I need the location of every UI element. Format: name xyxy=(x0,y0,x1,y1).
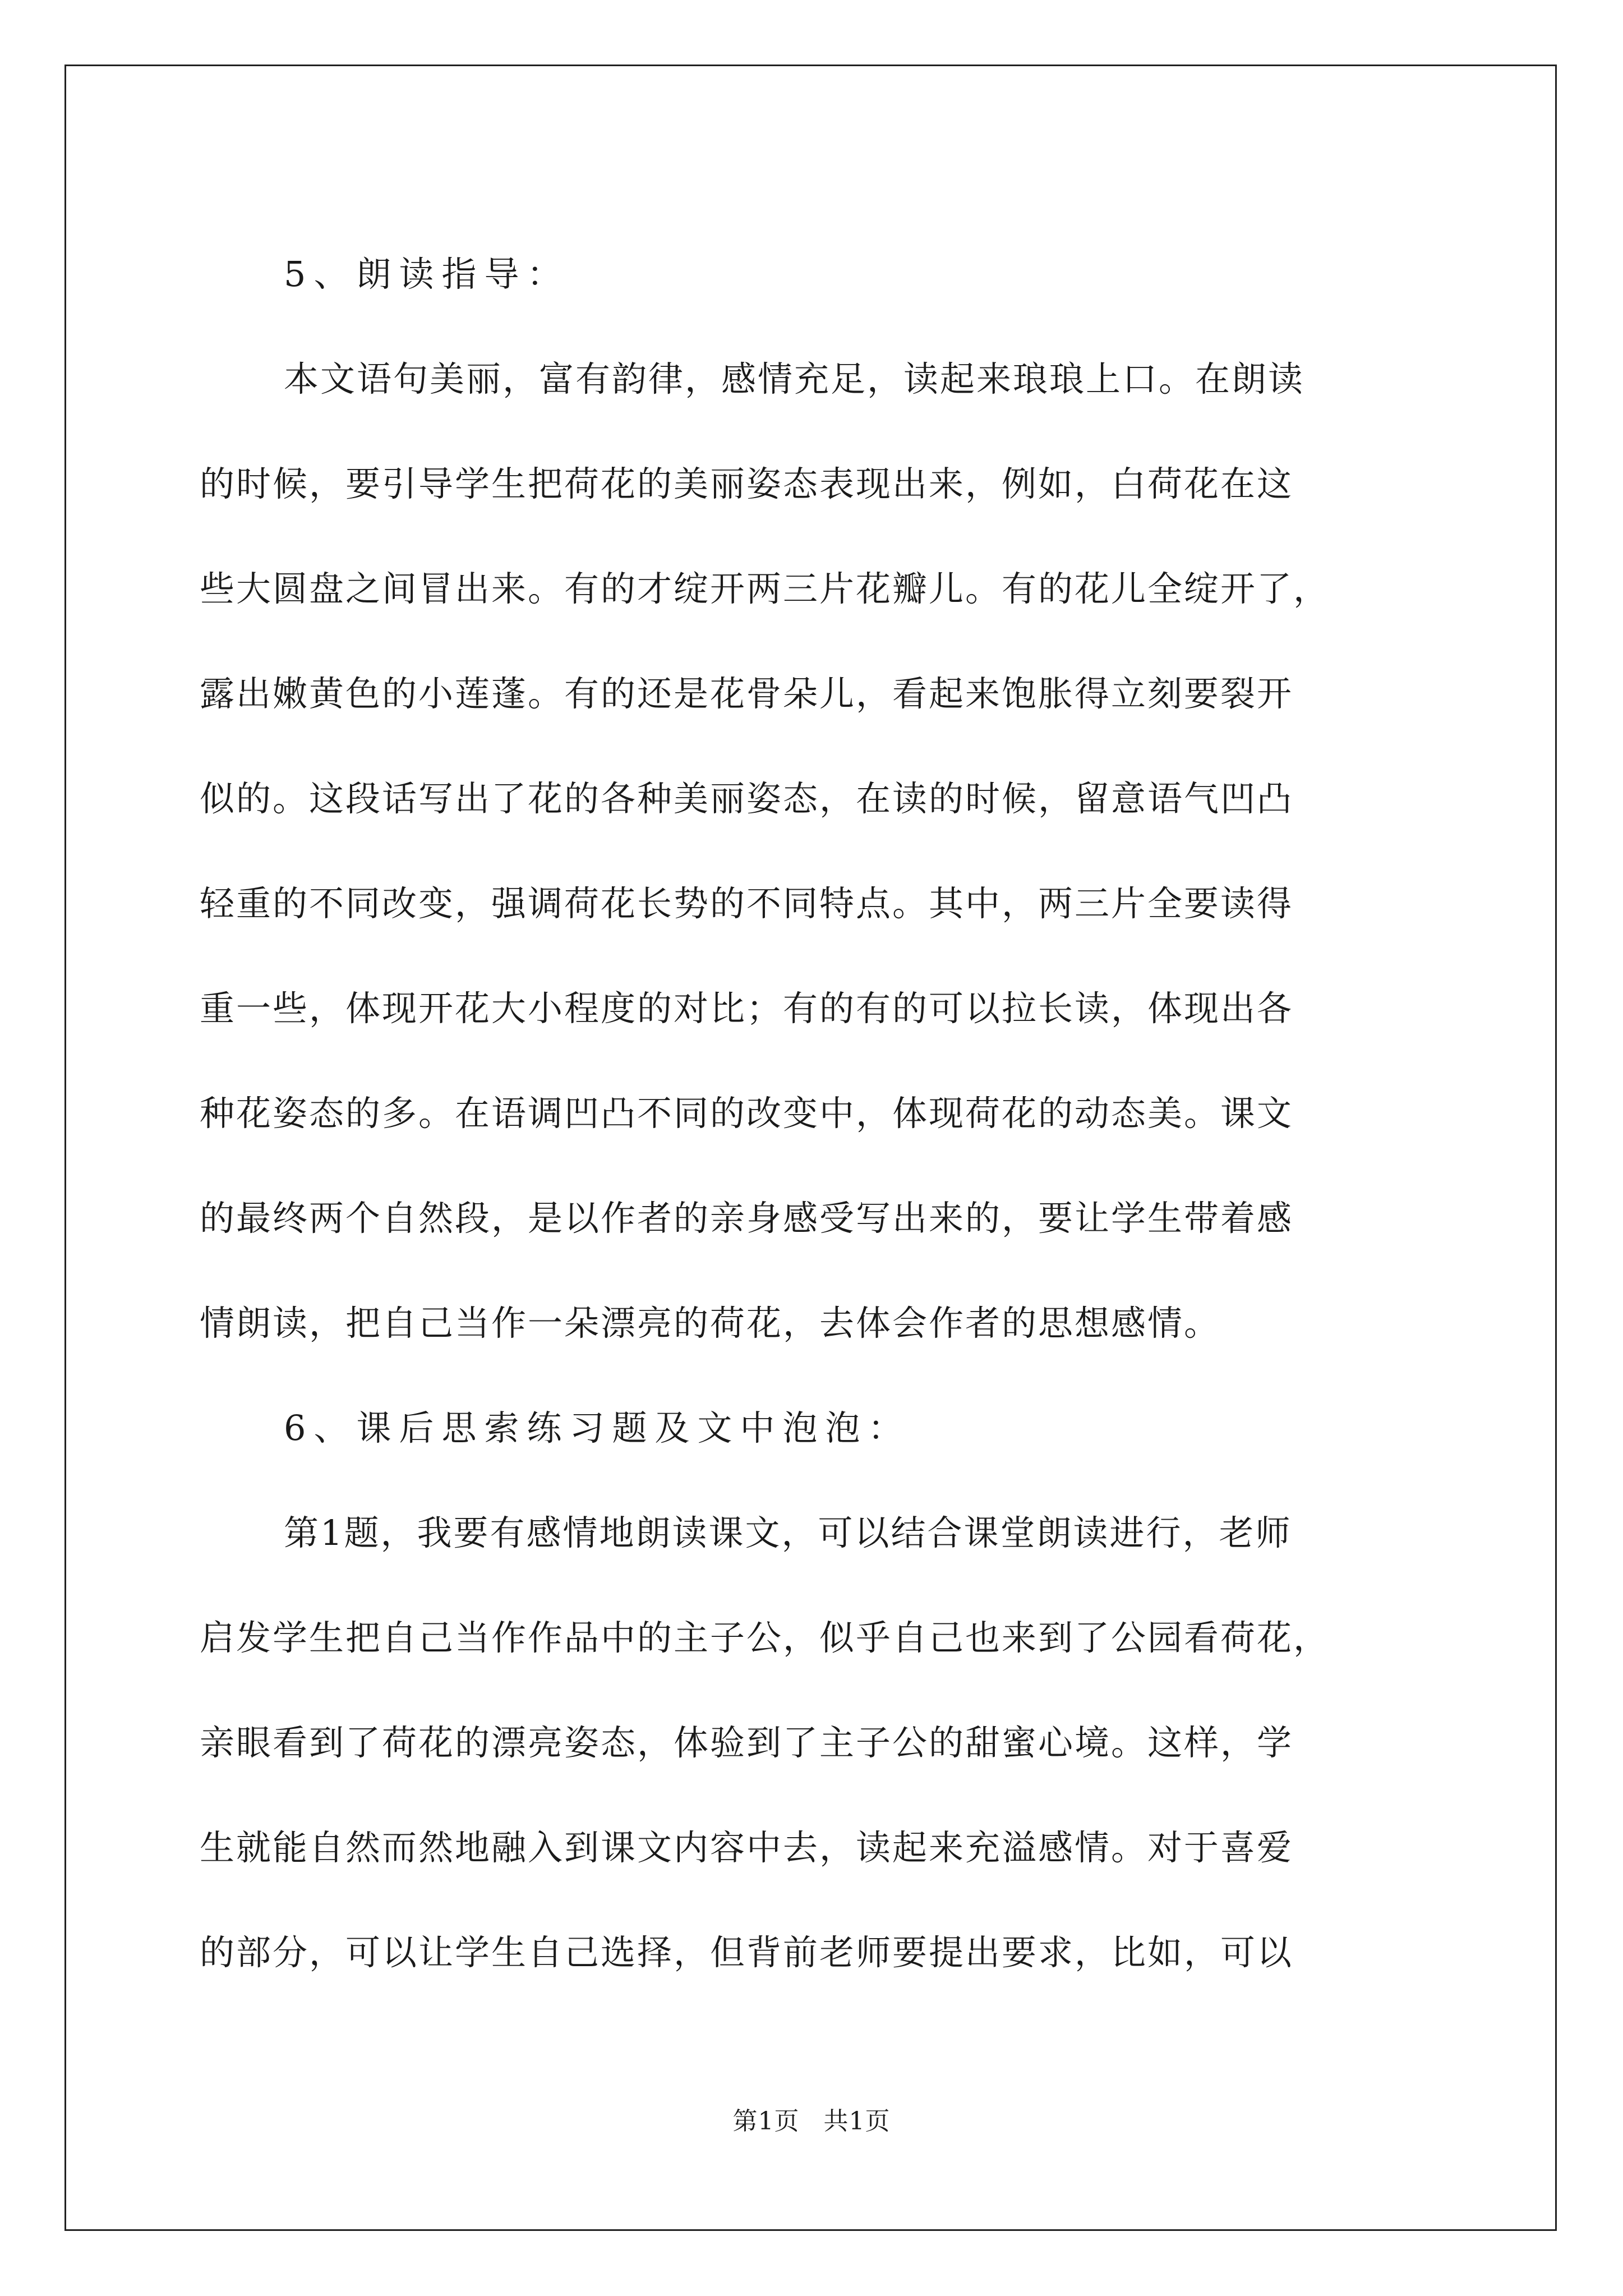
text-line: 的最终两个自然段，是以作者的亲身感受写出来的，要让学生带着感 xyxy=(200,1198,1294,1239)
paragraph xyxy=(200,326,1433,1375)
text-line: 第1题，我要有感情地朗读课文，可以结合课堂朗读进行，老师 xyxy=(284,1512,1292,1553)
text-line: 的时候，要引导学生把荷花的美丽姿态表现出来，例如，白荷花在这 xyxy=(200,463,1294,504)
paragraph xyxy=(200,1480,1433,2005)
document-body xyxy=(200,222,1433,2005)
text-line: 似的。这段话写出了花的各种美丽姿态，在读的时候，留意语气凹凸 xyxy=(200,778,1294,819)
text-line: 的部分，可以让学生自己选择，但背前老师要提出要求，比如，可以 xyxy=(200,1932,1294,1973)
text-line: 情朗读，把自己当作一朵漂亮的荷花，去体会作者的思想感情。 xyxy=(200,1303,1221,1343)
section-heading: 6、课后思索练习题及文中泡泡： xyxy=(284,1407,911,1448)
text-line: 种花姿态的多。在语调凹凸不同的改变中，体现荷花的动态美。课文 xyxy=(200,1093,1294,1134)
page-footer xyxy=(0,2101,1623,2137)
page-total: 共1页 xyxy=(823,2107,891,2136)
text-line: 轻重的不同改变，强调荷花长势的不同特点。其中，两三片全要读得 xyxy=(200,883,1294,924)
text-line: 本文语句美丽，富有韵律，感情充足，读起来琅琅上口。在朗读 xyxy=(284,358,1305,399)
section-heading: 5、朗读指导： xyxy=(284,254,570,295)
text-line: 启发学生把自己当作作品中的主子公，似乎自己也来到了公园看荷花， xyxy=(200,1617,1330,1658)
text-line: 露出嫩黄色的小莲蓬。有的还是花骨朵儿，看起来饱胀得立刻要裂开 xyxy=(200,673,1294,714)
text-line: 生就能自然而然地融入到课文内容中去，读起来充溢感情。对于喜爱 xyxy=(200,1827,1294,1868)
text-line: 亲眼看到了荷花的漂亮姿态，体验到了主子公的甜蜜心境。这样，学 xyxy=(200,1722,1294,1763)
page-number: 第1页 xyxy=(732,2107,800,2136)
text-line: 重一些，体现开花大小程度的对比；有的有的可以拉长读，体现出各 xyxy=(200,988,1294,1029)
text-line: 些大圆盘之间冒出来。有的才绽开两三片花瓣儿。有的花儿全绽开了， xyxy=(200,568,1330,609)
